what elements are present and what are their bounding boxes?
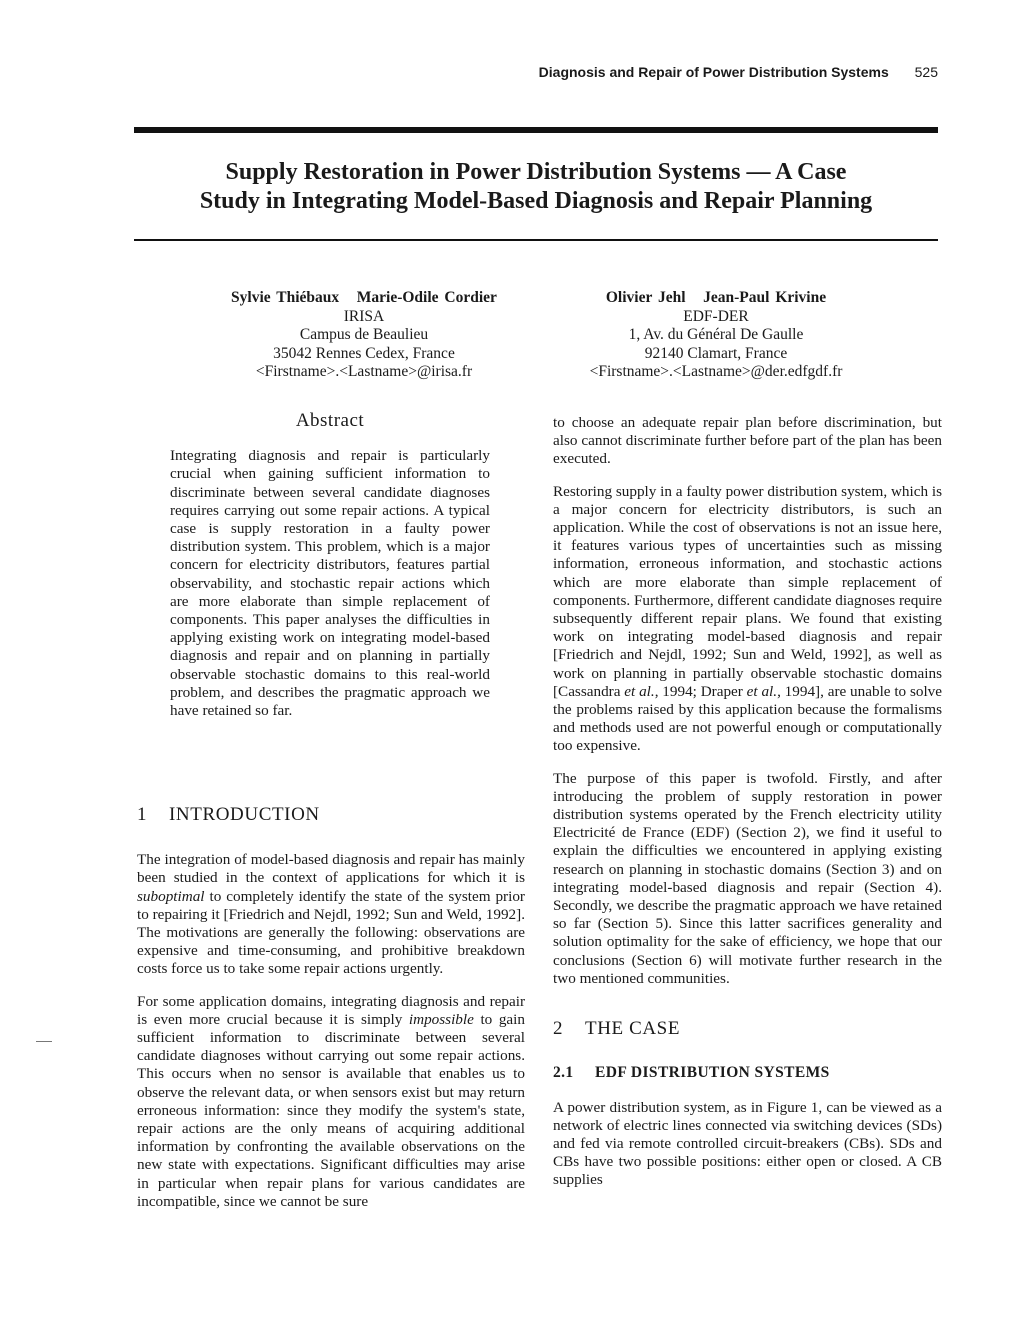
- introduction-section: [137, 806, 525, 1225]
- abstract-body: Integrating diagnosis and repair is particularly crucial when gaining sufficient information to discriminate between several candidate diagnoses requires carrying out some repair actions. A typical case is supply restoration in a faulty power distribution system. This problem, which is a major concern for electricity distributors, features partial observability, and stochastic repair actions which are more elaborate than simple replacement of components. This paper analyses the difficulties in applying existing work on integrating model-based diagnosis and repair and on planning in partially observable stochastic domains to this real-world problem, and describes the pragmatic approach we have retained so far.: [170, 447, 490, 720]
- subsection-number: 2.1: [553, 1064, 574, 1082]
- page-number: 525: [914, 64, 938, 80]
- author-address-2: 92140 Clamart, France: [644, 344, 788, 362]
- title-rule-top: [134, 127, 938, 133]
- author-address-2: 35042 Rennes Cedex, France: [273, 344, 455, 362]
- section-title: INTRODUCTION: [169, 804, 320, 825]
- author-block-edf: [560, 289, 872, 382]
- paragraph: A power distribution system, as in Figure 1, can be viewed as a network of electric lines connected via switching devices (SDs) and fed via remote controlled circuit-breakers (CBs). SDs and CBs have two possible positions: either open or closed. A CB supplies: [553, 1098, 942, 1189]
- paragraph: The integration of model-based diagnosis and repair has mainly been studied in the context of applications for which it is suboptimal to completely identify the state of the system prior to repairing it [Friedrich and Nejdl, 1992; Sun and Weld, 1992]. The motivations are generally the following: observations are expensive and time-consuming, and prohibitive breakdown costs force us to take some repair actions urgently.: [137, 851, 525, 978]
- subsection-heading: [553, 1064, 942, 1082]
- emphasis: et al.: [746, 682, 778, 700]
- running-title: Diagnosis and Repair of Power Distribution Systems: [538, 64, 889, 80]
- section-title: THE CASE: [585, 1018, 681, 1040]
- emphasis: et al.: [624, 682, 655, 700]
- subsection-title: EDF DISTRIBUTION SYSTEMS: [595, 1064, 830, 1082]
- paper-title-line-1: Supply Restoration in Power Distribution Systems — A Case: [225, 159, 847, 185]
- paper-title: [120, 158, 952, 216]
- author-block-irisa: [196, 289, 532, 382]
- abstract: [170, 412, 490, 734]
- paragraph: Restoring supply in a faulty power distribution system, which is a major concern for electricity distributors, is such an application. While the cost of observations is not an issue here, it features various types of uncertainties such as missing information, erroneous information, and stochastic actions which are more elaborate than simple replacement of components. Furthermore, different candidate diagnoses require subsequently different repair plans. We found that existing work on integrating model-based diagnosis and repair [Friedrich and Nejdl, 1992; Sun and Weld, 1992], as well as work on planning in partially observable stochastic domains [Cassandra et al., 1994; Draper et al., 1994], are unable to solve the problems raised by this application because the formalisms and methods used are not powerful enough or computationally too expensive.: [553, 482, 943, 755]
- author-affiliation: EDF-DER: [683, 307, 749, 325]
- author-names: Olivier Jehl Jean-Paul Krivine: [605, 289, 827, 306]
- abstract-heading: Abstract: [295, 410, 365, 431]
- section-heading: [553, 1020, 942, 1038]
- emphasis: suboptimal: [137, 887, 205, 905]
- emphasis: impossible: [408, 1010, 474, 1028]
- author-affiliation: IRISA: [343, 307, 385, 325]
- author-email: <Firstname>.<Lastname>@der.edfgdf.fr: [589, 363, 843, 380]
- title-rule-bottom: [134, 239, 938, 241]
- author-address-1: 1, Av. du Général De Gaulle: [628, 326, 804, 343]
- author-address-1: Campus de Beaulieu: [299, 326, 429, 343]
- section-heading: [137, 806, 525, 824]
- paragraph: to choose an adequate repair plan before discrimination, but also cannot discriminate further before part of the plan has been executed.: [553, 414, 942, 468]
- running-head: [539, 64, 938, 80]
- section-number: 2: [553, 1018, 564, 1040]
- paragraph: The purpose of this paper is twofold. Firstly, and after introducing the problem of supply restoration in power distribution systems operated by the French electricity utility Electricité de France (EDF) (Section 2), we find it useful to explain the difficulties we encountered in applying existing research on planning in stochastic domains (Section 3) and on integrating model-based diagnosis and repair (Section 4). Secondly, we describe the pragmatic approach we have retained so far (Section 5). Since this latter sacrifices generality and solution optimality for the sake of efficiency, we hope that our conclusions (Section 6) will motivate further research in the two mentioned communities.: [553, 769, 942, 987]
- paragraph: For some application domains, integrating diagnosis and repair is even more crucial because it is simply impossible to gain sufficient information to discriminate between several candidate diagnoses without carrying out some repair actions. This occurs when no sensor is available that enables us to observe the relevant data, or when sensors exist but may return erroneous information: since they modify the system's state, repair actions are the only means of acquiring additional information by confronting the available observations on the new state with expectations. Significant difficulties may arise in particular when repair plans for various candidates are incompatible, since we cannot be sure: [137, 992, 525, 1210]
- author-email: <Firstname>.<Lastname>@irisa.fr: [255, 363, 473, 380]
- paper-title-line-2: Study in Integrating Model-Based Diagnosis and Repair Planning: [199, 188, 873, 214]
- right-column: [553, 414, 942, 1204]
- margin-mark: [36, 1041, 52, 1042]
- author-names: Sylvie Thiébaux Marie-Odile Cordier: [231, 289, 497, 306]
- section-number: 1: [137, 804, 148, 825]
